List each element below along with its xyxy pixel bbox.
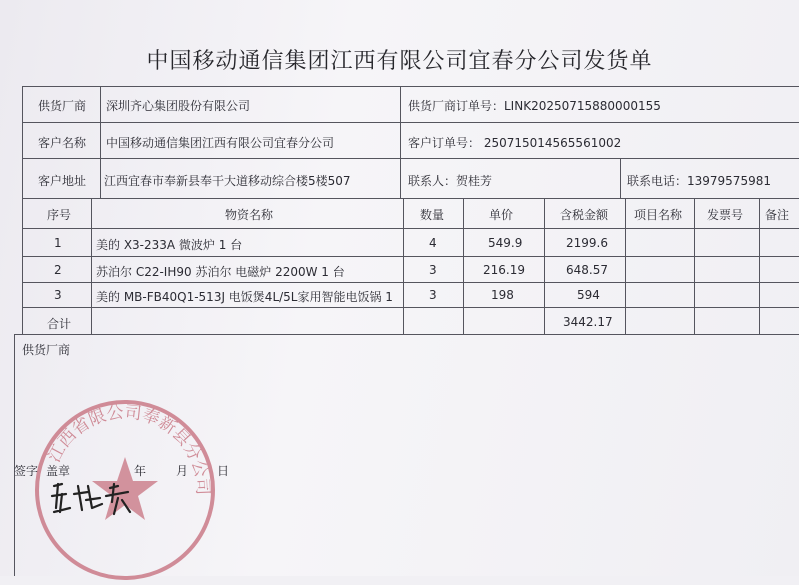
customer-label: 客户名称 bbox=[38, 136, 87, 150]
row-item-name: 苏泊尔 C22-IH90 苏泊尔 电磁炉 2200W 1 台 bbox=[96, 265, 345, 279]
header-qty: 数量 bbox=[420, 208, 445, 222]
header-invoice: 发票号 bbox=[707, 208, 744, 222]
row-amount: 594 bbox=[577, 288, 600, 302]
footer-supplier-label: 供货厂商 bbox=[22, 343, 71, 357]
customer-address: 江西宜春市奉新县奉干大道移动综合楼5楼507 bbox=[104, 174, 351, 188]
total-amount: 3442.17 bbox=[563, 315, 613, 329]
row-amount: 2199.6 bbox=[566, 236, 608, 250]
day-label: 日 bbox=[217, 464, 230, 478]
header-price: 单价 bbox=[489, 208, 514, 222]
supplier-order-number: 供货厂商订单号：LINK20250715880000155 bbox=[408, 99, 661, 113]
customer-order-number: 客户订单号： 250715014565561002 bbox=[408, 136, 622, 150]
row-price: 216.19 bbox=[483, 263, 525, 277]
document-title: 中国移动通信集团江西有限公司宜春分公司发货单 bbox=[146, 49, 653, 74]
row-item-name: 美的 MB-FB40Q1-513J 电饭煲4L/5L家用智能电饭锅 1 bbox=[96, 290, 393, 304]
row-qty: 3 bbox=[429, 263, 437, 277]
header-no: 序号 bbox=[47, 208, 72, 222]
header-project: 项目名称 bbox=[634, 208, 683, 222]
supplier-name: 深圳齐心集团股份有限公司 bbox=[106, 99, 251, 113]
row-price: 549.9 bbox=[488, 236, 523, 250]
year-label: 年 bbox=[134, 464, 147, 478]
header-amount: 含税金额 bbox=[560, 208, 609, 222]
handwritten-signature bbox=[48, 478, 148, 518]
contact-phone: 联系电话：13979575981 bbox=[627, 174, 771, 188]
total-label: 合计 bbox=[47, 317, 72, 331]
seal-label: 盖章 bbox=[46, 464, 71, 478]
header-remark: 备注 bbox=[765, 208, 790, 222]
supplier-label: 供货厂商 bbox=[38, 99, 87, 113]
address-label: 客户地址 bbox=[38, 174, 87, 188]
svg-text:江西省限公司奉新县分公司: 江西省限公司奉新县分公司 bbox=[44, 402, 213, 496]
sign-label: 签字 bbox=[14, 464, 39, 478]
row-no: 3 bbox=[54, 288, 62, 302]
month-label: 月 bbox=[176, 464, 189, 478]
customer-name: 中国移动通信集团江西有限公司宜春分公司 bbox=[106, 136, 335, 150]
contact-person: 联系人：贺桂芳 bbox=[408, 174, 493, 188]
row-no: 2 bbox=[54, 263, 62, 277]
row-no: 1 bbox=[54, 236, 62, 250]
row-item-name: 美的 X3-233A 微波炉 1 台 bbox=[96, 238, 243, 252]
header-name: 物资名称 bbox=[225, 208, 274, 222]
row-price: 198 bbox=[491, 288, 514, 302]
row-qty: 3 bbox=[429, 288, 437, 302]
row-amount: 648.57 bbox=[566, 263, 608, 277]
row-qty: 4 bbox=[429, 236, 437, 250]
